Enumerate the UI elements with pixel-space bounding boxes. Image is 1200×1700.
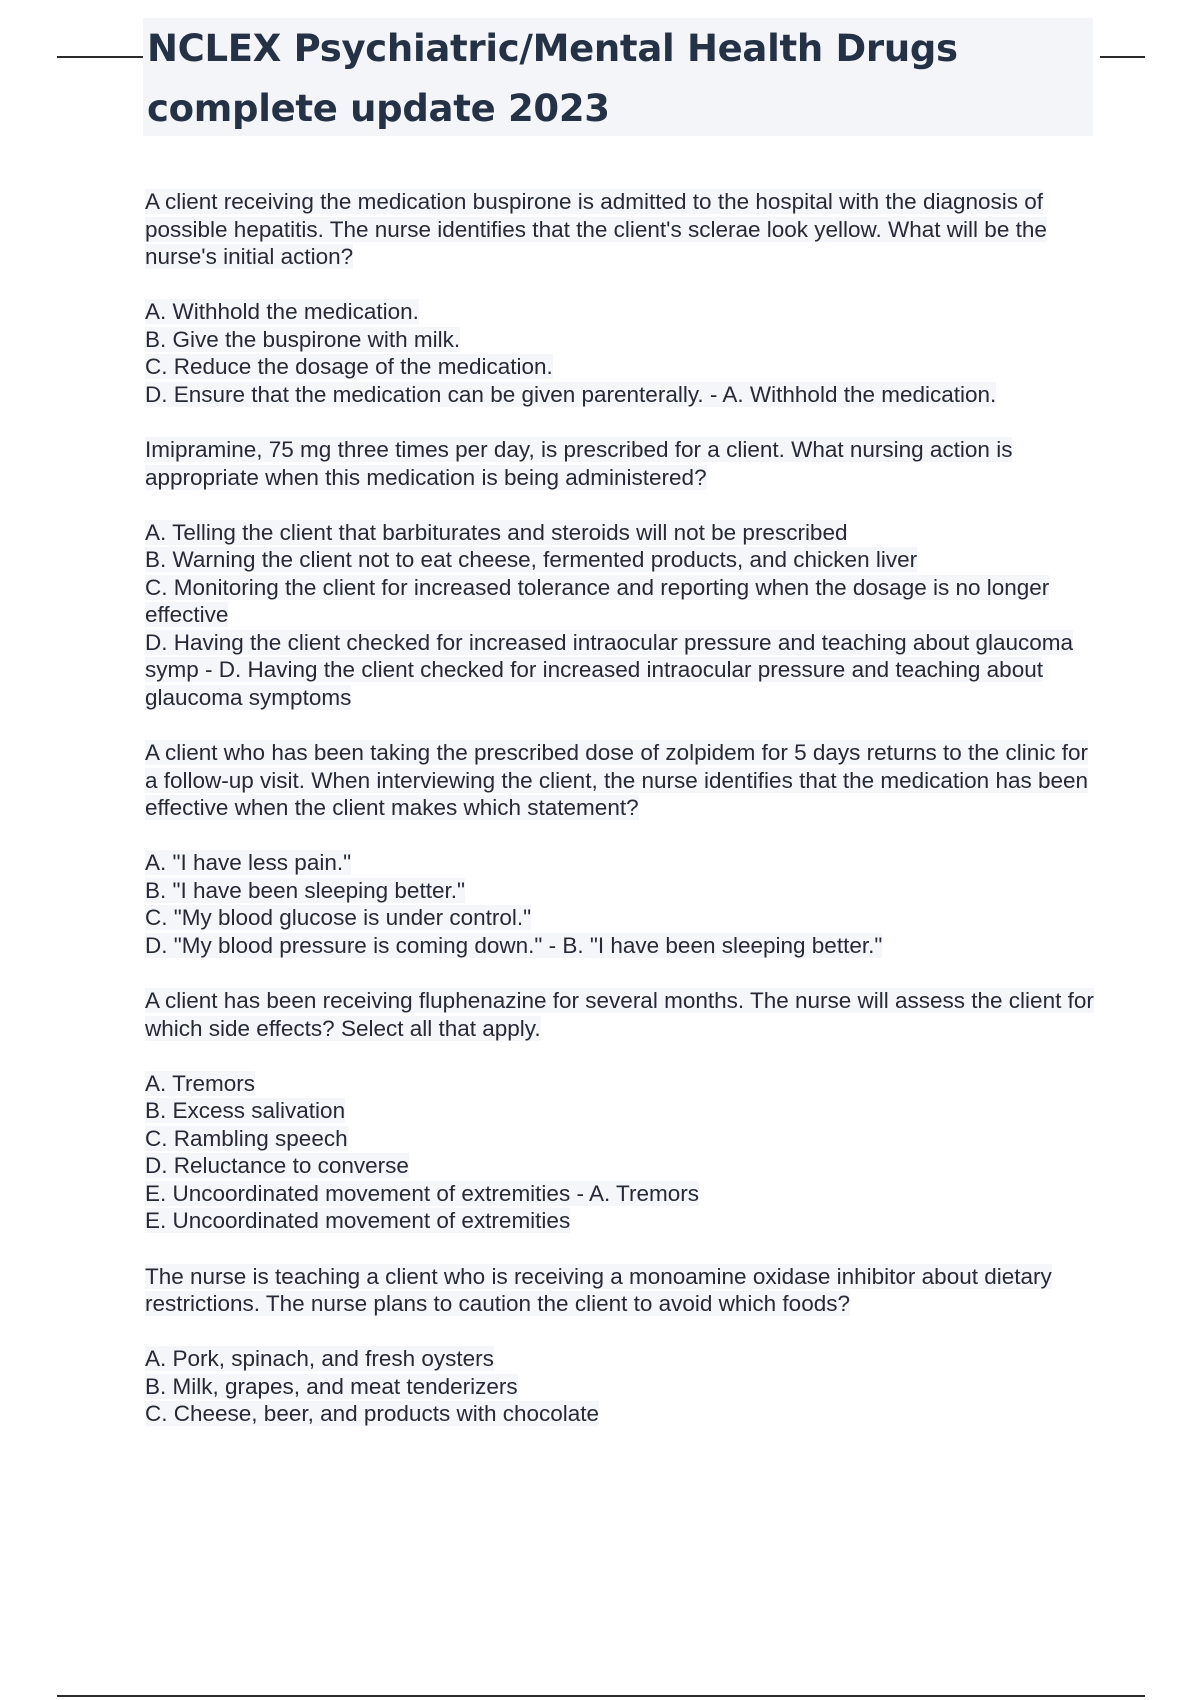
- document-title-line-1: NCLEX Psychiatric/Mental Health Drugs: [147, 27, 958, 70]
- answer-options: [145, 519, 1095, 712]
- option-a: A. Telling the client that barbiturates and steroids will not be prescribed: [145, 519, 848, 545]
- option-a: A. Pork, spinach, and fresh oysters: [145, 1346, 494, 1371]
- header-rule-left: [57, 56, 147, 58]
- answer-options: [145, 1345, 1095, 1428]
- question-text: The nurse is teaching a client who is receiving a monoamine oxidase inhibitor about dietary restrictions. The nurse plans to caution the client to avoid which foods?: [145, 1263, 1052, 1316]
- option-e-answer-continued: E. Uncoordinated movement of extremities: [145, 1208, 571, 1233]
- document-body: [145, 188, 1095, 1456]
- question-text: A client has been receiving fluphenazine for several months. The nurse will assess the client for which side effects? Select all that apply.: [145, 988, 1094, 1041]
- option-b: B. "I have been sleeping better.": [145, 877, 465, 903]
- question-text: Imipramine, 75 mg three times per day, is prescribed for a client. What nursing action is appropriate when this medication is being administered?: [145, 437, 1013, 490]
- question-block-4: [145, 987, 1095, 1235]
- answer-options: [145, 849, 1095, 959]
- answer-options: [145, 298, 1095, 408]
- option-b: B. Warning the client not to eat cheese, fermented products, and chicken liver: [145, 547, 918, 572]
- option-d-with-answer: D. "My blood pressure is coming down." - B. "I have been sleeping better.": [145, 932, 883, 958]
- footer-rule: [57, 1695, 1145, 1697]
- option-c: C. Rambling speech: [145, 1125, 348, 1151]
- option-a: A. Withhold the medication.: [145, 299, 419, 324]
- option-c: C. "My blood glucose is under control.": [145, 905, 532, 930]
- answer-options: [145, 1070, 1095, 1235]
- question-block-2: [145, 436, 1095, 711]
- option-c: C. Cheese, beer, and products with chocolate: [145, 1401, 600, 1426]
- option-d-with-answer: D. Having the client checked for increased intraocular pressure and teaching about glaucoma symp - D. Having the client checked for increased intraocular pressure and teaching about glaucoma symptoms: [145, 629, 1074, 710]
- option-c: C. Reduce the dosage of the medication.: [145, 354, 553, 379]
- question-block-3: [145, 739, 1095, 959]
- option-b: B. Milk, grapes, and meat tenderizers: [145, 1373, 518, 1399]
- option-b: B. Give the buspirone with milk.: [145, 326, 461, 352]
- question-text: A client who has been taking the prescribed dose of zolpidem for 5 days returns to the clinic for a follow-up visit. When interviewing the client, the nurse identifies that the medication has been effective when the client makes which statement?: [145, 740, 1089, 820]
- option-d: D. Reluctance to converse: [145, 1153, 409, 1178]
- option-d-with-answer: D. Ensure that the medication can be given parenterally. - A. Withhold the medication.: [145, 381, 997, 407]
- header-rule-right: [1100, 56, 1145, 58]
- question-block-5: [145, 1263, 1095, 1428]
- option-c: C. Monitoring the client for increased tolerance and reporting when the dosage is no longer effective: [145, 574, 1050, 627]
- question-block-1: [145, 188, 1095, 408]
- option-e-with-answer: E. Uncoordinated movement of extremities - A. Tremors: [145, 1180, 699, 1206]
- option-a: A. "I have less pain.": [145, 850, 352, 875]
- document-title-line-2: complete update 2023: [147, 87, 610, 130]
- option-a: A. Tremors: [145, 1070, 256, 1096]
- option-b: B. Excess salivation: [145, 1098, 346, 1123]
- question-text: A client receiving the medication buspirone is admitted to the hospital with the diagnosis of possible hepatitis. The nurse identifies that the client's sclerae look yellow. What will be the nurse's initial action?: [145, 189, 1047, 269]
